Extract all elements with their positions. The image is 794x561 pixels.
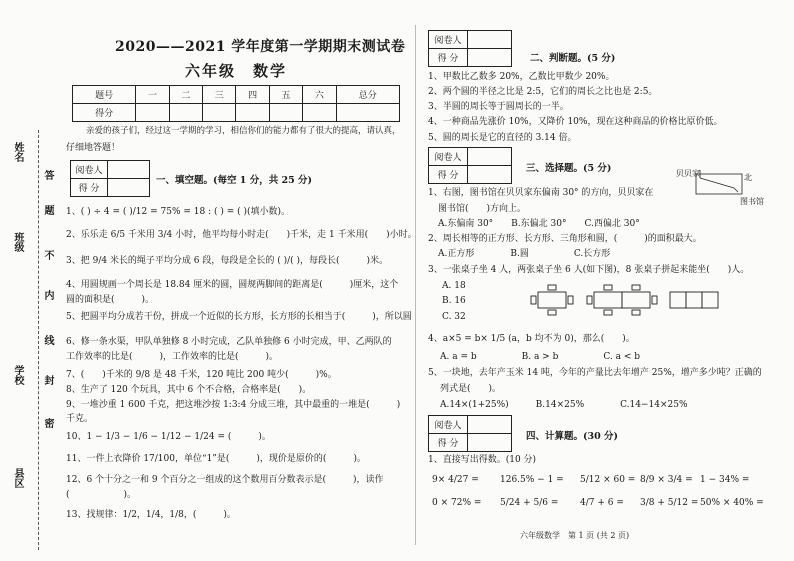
score-header: 题号 — [73, 86, 136, 104]
calc-item: 50% × 40% = — [700, 498, 764, 508]
choice-option: A. 18 — [442, 281, 466, 291]
choice-option: A. a = b B. a > b C. a < b — [440, 352, 641, 362]
score-header: 三 — [203, 86, 236, 104]
score-cell[interactable] — [269, 104, 302, 122]
score-header: 一 — [136, 86, 169, 104]
fill-item: 2、乐乐走 6/5 千米用 3/4 小时，他平均每小时走( )千米，走 1 千米用( )小时。 — [66, 230, 417, 240]
fill-item: 9、一堆沙重 1 600 千克，把这堆沙按 1:3:4 分成三堆，其中最重的一堆是( ) — [66, 400, 401, 410]
margin-county: 县区 — [12, 468, 23, 488]
grader-reviewer-label: 阅卷人 — [429, 31, 468, 49]
calc-item: 5/12 × 60 = — [580, 475, 636, 485]
margin-label: 不 — [42, 250, 53, 260]
tables-diagram — [530, 280, 720, 324]
column-divider — [415, 25, 416, 545]
score-header: 二 — [169, 86, 202, 104]
score-cell[interactable] — [336, 104, 399, 122]
grader-score-label: 得 分 — [429, 434, 468, 452]
grader-reviewer-cell[interactable] — [108, 161, 150, 179]
exam-subtitle: 六年级 数学 — [185, 62, 288, 80]
margin-label: 答 — [42, 170, 53, 180]
score-cell[interactable] — [303, 104, 336, 122]
grader-reviewer-cell[interactable] — [468, 31, 512, 49]
choice-item: 5、一块地，去年产玉米 14 吨，今年的产量比去年增产 25%，增产多少吨？正确的 — [428, 368, 762, 378]
choice-item: 图书馆( )方向上。 — [438, 204, 527, 214]
fill-item: 7、( )千米的 9/8 是 48 千米，120 吨比 200 吨少( )%。 — [66, 370, 337, 380]
fill-item: 5、把圆平均分成若干份，拼成一个近似的长方形，长方形的长相当于( )，所以圆 — [66, 312, 412, 322]
margin-label: 题 — [42, 205, 53, 215]
section-judge-title: 二、判断题。(5 分) — [530, 53, 616, 64]
choice-option: A.14×(1+25%) B.14×25% C.14−14×25% — [440, 400, 688, 410]
intro-line: 亲爱的孩子们，经过这一学期的学习，相信你们的能力都有了很大的提高，请认真， — [86, 126, 401, 136]
grader-reviewer-label: 阅卷人 — [429, 416, 468, 434]
score-table — [72, 85, 400, 122]
fill-item: 8、生产了 120 个玩具，其中 6 个不合格，合格率是( )。 — [66, 385, 312, 395]
section-calc-title: 四、计算题。(30 分) — [526, 431, 619, 442]
fill-item: 6、修一条水渠，甲队单独修 8 小时完成，乙队单独修 6 小时完成，甲、乙两队的 — [66, 337, 392, 347]
grader-reviewer-cell[interactable] — [468, 148, 512, 166]
grader-reviewer-label: 阅卷人 — [429, 148, 468, 166]
grader-reviewer-cell[interactable] — [468, 416, 512, 434]
choice-item: 1、右图，图书馆在贝贝家东偏南 30° 的方向，贝贝家在 — [428, 188, 654, 198]
score-cell[interactable] — [136, 104, 169, 122]
score-cell[interactable] — [169, 104, 202, 122]
fill-item: 10、1 − 1/3 − 1/6 − 1/12 − 1/24 = ( )。 — [66, 432, 271, 442]
judge-item: 5、圆的周长是它的直径的 3.14 倍。 — [428, 133, 577, 143]
calc-item: 3/8 + 5/12 = — [640, 498, 699, 508]
judge-item: 1、甲数比乙数多 20%，乙数比甲数少 20%。 — [428, 72, 615, 82]
choice-option: C. 32 — [442, 312, 466, 322]
grader-score-cell[interactable] — [108, 179, 150, 197]
grader-box — [428, 147, 512, 184]
choice-item: 列式是( )。 — [440, 384, 502, 394]
calc-item: 0 × 72% = — [432, 498, 482, 508]
two-tables — [587, 285, 657, 315]
score-header: 四 — [236, 86, 269, 104]
grader-score-cell[interactable] — [468, 166, 512, 184]
section-fill-title: 一、填空题。(每空 1 分，共 25 分) — [156, 175, 313, 186]
calc-item: 8/9 × 3/4 = — [640, 475, 693, 485]
score-cell[interactable] — [236, 104, 269, 122]
choice-option: B. 16 — [442, 296, 466, 306]
intro-line: 仔细地答题！ — [66, 143, 121, 153]
choice-option: A.正方形 B.圆 C.长方形 — [438, 249, 611, 259]
grader-box — [428, 415, 512, 452]
grader-score-label: 得 分 — [429, 166, 468, 184]
fill-item: 3、把 9/4 米长的绳子平均分成 6 段，每段是全长的 ( )/( )，每段长( )米。 — [66, 256, 389, 266]
grader-score-label: 得 分 — [429, 49, 468, 67]
margin-label: 封 — [42, 375, 53, 385]
choice-option: A.东偏南 30° B.东偏北 30° C.西偏北 30° — [438, 219, 640, 229]
fill-item: 4、用圆规画一个周长是 18.84 厘米的圆，圆规两脚间的距离是( )厘米，这个 — [66, 280, 399, 290]
calc-item: 9× 4/27 = — [432, 475, 479, 485]
grader-score-cell[interactable] — [468, 434, 512, 452]
calc-intro: 1、直接写出得数。(10 分) — [428, 455, 537, 465]
judge-item: 2、两个圆的半径之比是 2:5，它们的周长之比也是 2:5。 — [428, 87, 658, 97]
single-table — [531, 285, 573, 315]
score-header: 六 — [303, 86, 336, 104]
margin-label: 内 — [42, 290, 53, 300]
section-choice-title: 三、选择题。(5 分) — [526, 163, 612, 174]
map-direction-line — [734, 188, 738, 192]
page-footer: 六年级数学 第 1 页 (共 2 页) — [520, 531, 630, 540]
map-home-label: 贝贝家 — [676, 169, 700, 178]
judge-item: 4、一种商品先涨价 10%，又降价 10%，现在这种商品的价格比原价低。 — [428, 117, 723, 127]
score-table-score-row — [73, 104, 400, 122]
fill-item: 圆的面积是( )。 — [66, 295, 155, 305]
margin-label: 线 — [42, 335, 53, 345]
fill-item: 千克。 — [66, 414, 94, 424]
margin-name: 姓名 — [12, 142, 23, 162]
grader-score-cell[interactable] — [468, 49, 512, 67]
margin-class: 班级 — [12, 232, 23, 252]
fill-item: 12、6 个十分之一和 9 个百分之一组成的这个数用百分数表示是( )，读作 — [66, 475, 384, 485]
grader-box — [70, 160, 150, 197]
judge-item: 3、半圆的周长等于圆周长的一半。 — [428, 102, 569, 112]
exam-title: 2020——2021 学年度第一学期期末测试卷 — [115, 39, 406, 55]
calc-item: 4/7 + 6 = — [580, 498, 624, 508]
fill-item: 工作效率的比是( )，工作效率的比是( )。 — [66, 352, 279, 362]
binding-line — [38, 130, 39, 550]
map-north-label: 北 — [744, 173, 752, 182]
choice-item: 3、一张桌子坐 4 人，两张桌子坐 6 人(如下图)，8 张桌子拼起来能坐( )人。 — [428, 265, 750, 275]
grader-box — [428, 30, 512, 67]
score-header: 总分 — [336, 86, 399, 104]
fill-item: 11、一件上衣降价 17/100，单位“1”是( )，现价是原价的( )。 — [66, 454, 366, 464]
grader-score-label: 得 分 — [71, 179, 108, 197]
fill-item: ( )。 — [66, 490, 137, 500]
calc-item: 5/24 + 5/6 = — [500, 498, 559, 508]
grader-reviewer-label: 阅卷人 — [71, 161, 108, 179]
choice-item: 4、a×5 = b× 1/5 (a，b 均不为 0)，那么( )。 — [428, 334, 635, 344]
choice-item: 2、周长相等的正方形、长方形、三角形和圆，( )的面积最大。 — [428, 234, 702, 244]
three-tables — [670, 292, 718, 308]
margin-label: 密 — [42, 418, 53, 428]
calc-item: 1 − 34% = — [700, 475, 750, 485]
margin-school: 学校 — [12, 365, 23, 385]
calc-item: 126.5% − 1 = — [500, 475, 564, 485]
fill-item: 13、找规律：1/2，1/4，1/8，( )。 — [66, 510, 236, 520]
fill-item: 1、( ) ÷ 4 = ( )/12 = 75% = 18 : ( ) = ( )(填小数)。 — [66, 207, 291, 217]
map-direction-line — [700, 178, 734, 188]
score-row-label: 得分 — [73, 104, 136, 122]
score-header: 五 — [269, 86, 302, 104]
score-cell[interactable] — [203, 104, 236, 122]
map-library-label: 图书馆 — [740, 197, 764, 206]
score-table-header-row — [73, 86, 400, 104]
